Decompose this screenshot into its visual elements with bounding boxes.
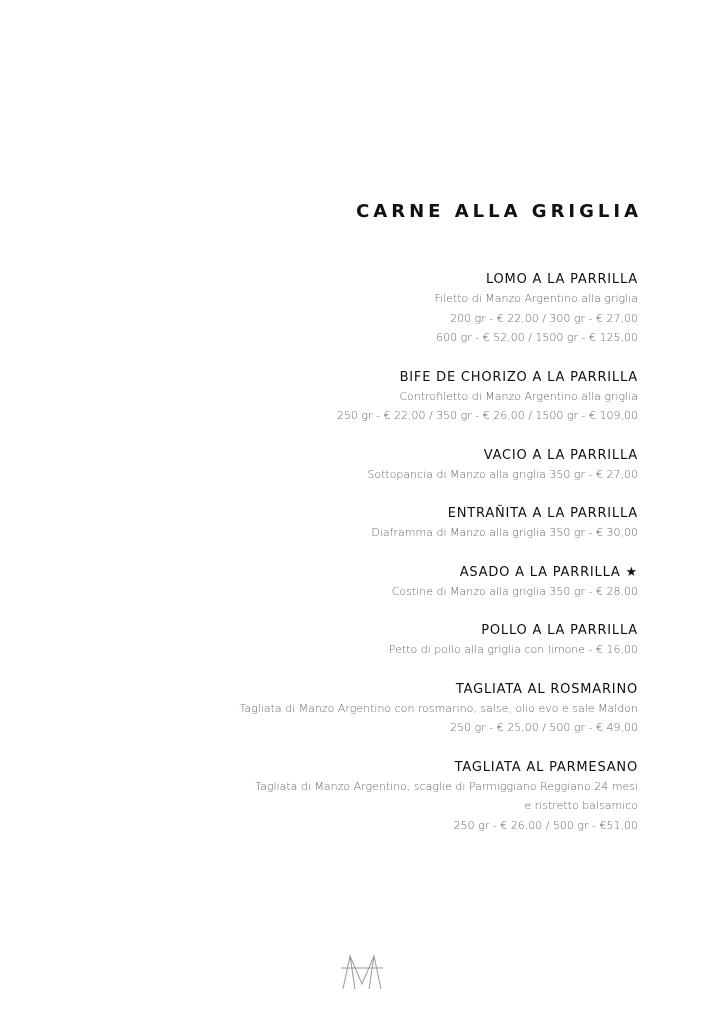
- menu-item-detail: 600 gr - € 52,00 / 1500 gr - € 125,00: [436, 331, 638, 344]
- menu-item-name: LOMO A LA PARRILLA: [485, 272, 638, 287]
- menu-item: [38, 621, 638, 660]
- menu-page: [38, 200, 642, 835]
- menu-item-detail: e ristretto balsamico: [524, 799, 638, 812]
- menu-item: [38, 680, 638, 738]
- menu-item-detail: 250 gr - € 26,00 / 500 gr - €51,00: [453, 818, 638, 832]
- menu-item-name: POLLO A LA PARRILLA: [481, 623, 638, 638]
- menu-item-name: TAGLIATA AL ROSMARINO: [455, 681, 638, 697]
- menu-item: [38, 270, 638, 348]
- menu-item: [38, 563, 638, 602]
- menu-item: [38, 446, 638, 485]
- menu-item-name: TAGLIATA AL PARMESANO: [454, 759, 638, 775]
- menu-item: [38, 758, 638, 836]
- menu-item: [38, 368, 638, 426]
- monogram-m-logo-icon: [341, 954, 383, 990]
- menu-item-detail: Controfiletto di Manzo Argentino alla griglia: [399, 389, 638, 403]
- menu-item: [38, 504, 638, 543]
- menu-item-name: VACIO A LA PARRILLA: [483, 447, 638, 463]
- menu-item-detail: Tagliata di Manzo Argentino con rosmarino, salse, olio evo e sale Maldon: [239, 701, 638, 715]
- menu-item-detail: 200 gr - € 22,00 / 300 gr - € 27,00: [450, 311, 638, 325]
- menu-item-name: ENTRAÑITA A LA PARRILLA: [447, 506, 638, 521]
- menu-item-detail: Sottopancia di Manzo alla griglia 350 gr - € 27,00: [367, 467, 638, 481]
- section-title: CARNE ALLA GRIGLIA: [356, 201, 642, 222]
- menu-item-detail: Costine di Manzo alla griglia 350 gr - € 28,00: [391, 584, 638, 598]
- menu-item-detail: Filetto di Manzo Argentino alla griglia: [434, 292, 638, 305]
- menu-item-detail: 250 gr - € 22,00 / 350 gr - € 26,00 / 1500 gr - € 109,00: [336, 409, 638, 422]
- menu-item-name: ASADO A LA PARRILLA ★: [459, 564, 638, 580]
- menu-items: [38, 270, 638, 835]
- menu-item-detail: Petto di pollo alla griglia con limone - € 16,00: [388, 643, 638, 656]
- menu-item-detail: Diaframma di Manzo alla griglia 350 gr - € 30,00: [371, 526, 638, 539]
- menu-item-name: BIFE DE CHORIZO A LA PARRILLA: [399, 369, 638, 385]
- menu-item-detail: Tagliata di Manzo Argentino, scaglie di Parmiggiano Reggiano 24 mesi: [255, 779, 638, 793]
- menu-item-detail: 250 gr - € 25,00 / 500 gr - € 49,00: [450, 721, 638, 734]
